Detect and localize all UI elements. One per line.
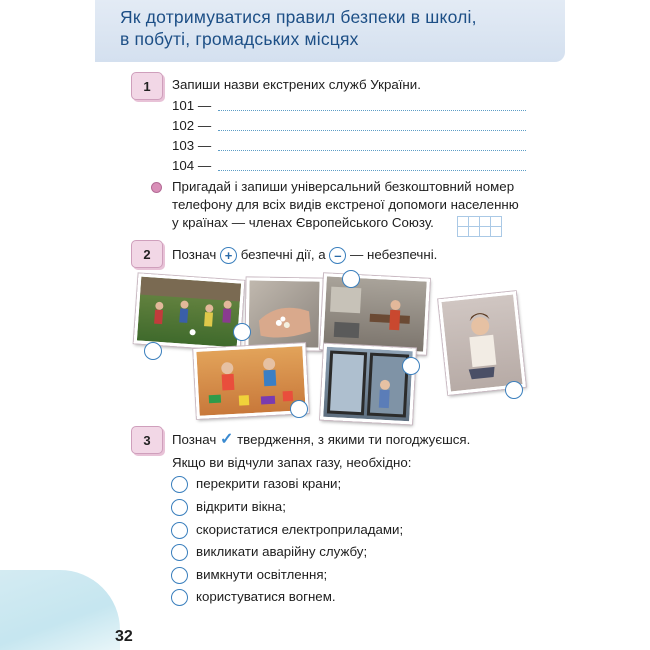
task2-text-c: — небезпечні. <box>350 247 438 262</box>
bonus-bullet-icon <box>151 182 162 193</box>
task2-text-a: Познач <box>172 247 217 262</box>
photo-balcony-window <box>320 344 416 425</box>
photo2-mark-circle[interactable] <box>233 323 251 341</box>
photo-room-with-furniture <box>320 273 430 354</box>
service-104-label: 104 — <box>172 158 212 173</box>
option-checkbox-3[interactable] <box>171 522 188 539</box>
task2-text-b: безпечні дії, а <box>240 247 326 262</box>
photo4-mark-circle[interactable] <box>505 381 523 399</box>
option-label-3: скористатися електроприладами; <box>196 522 404 537</box>
page-title-line1: Як дотримуватися правил безпеки в школі, <box>120 7 477 27</box>
photo-children-playing-football <box>134 273 245 350</box>
option-label-6: користуватися вогнем. <box>196 589 336 604</box>
task-number-1: 1 <box>131 72 163 100</box>
task3-instruction <box>172 430 470 450</box>
answer-line-104[interactable] <box>218 170 526 171</box>
answer-line-103[interactable] <box>218 150 526 151</box>
page-title-line2: в побуті, громадських місцях <box>120 29 359 49</box>
task1-instruction: Запиши назви екстрених служб України. <box>172 77 421 92</box>
photo3-mark-circle[interactable] <box>342 270 360 288</box>
service-102-label: 102 — <box>172 118 212 133</box>
task3-text-a: Познач <box>172 432 217 447</box>
bonus-text-line3: у країнах — членах Європейського Союзу. <box>172 215 434 230</box>
photo-child-with-iron <box>438 291 526 395</box>
answer-grid-cells[interactable] <box>457 216 502 237</box>
option-label-5: вимкнути освітлення; <box>196 567 328 582</box>
answer-line-101[interactable] <box>218 110 526 111</box>
answer-line-102[interactable] <box>218 130 526 131</box>
bonus-text-line1: Пригадай і запиши універсальний безкоштовний номер <box>172 179 515 194</box>
option-label-2: відкрити вікна; <box>196 499 286 514</box>
bonus-text-line2: телефону для всіх видів екстреної допомоги населенню <box>172 197 519 212</box>
photo-hand-with-pills <box>245 277 322 350</box>
option-checkbox-2[interactable] <box>171 499 188 516</box>
minus-circle-icon: – <box>329 247 346 264</box>
checkmark-icon: ✓ <box>219 431 234 448</box>
task-number-3: 3 <box>131 426 163 454</box>
photo6-mark-circle[interactable] <box>402 357 420 375</box>
option-checkbox-5[interactable] <box>171 567 188 584</box>
task3-text-b: твердження, з якими ти погоджуєшся. <box>237 432 471 447</box>
task-number-2: 2 <box>131 240 163 268</box>
decorative-corner <box>0 570 120 650</box>
service-103-label: 103 — <box>172 138 212 153</box>
task2-instruction <box>172 245 437 265</box>
photo1-mark-circle[interactable] <box>144 342 162 360</box>
task3-question: Якщо ви відчули запах газу, необхідно: <box>172 455 412 470</box>
plus-circle-icon: + <box>220 247 237 264</box>
option-label-1: перекрити газові крани; <box>196 476 342 491</box>
option-checkbox-6[interactable] <box>171 589 188 606</box>
service-101-label: 101 — <box>172 98 212 113</box>
option-checkbox-4[interactable] <box>171 544 188 561</box>
photo5-mark-circle[interactable] <box>290 400 308 418</box>
option-checkbox-1[interactable] <box>171 476 188 493</box>
page-number: 32 <box>115 628 133 645</box>
option-label-4: викликати аварійну службу; <box>196 544 368 559</box>
